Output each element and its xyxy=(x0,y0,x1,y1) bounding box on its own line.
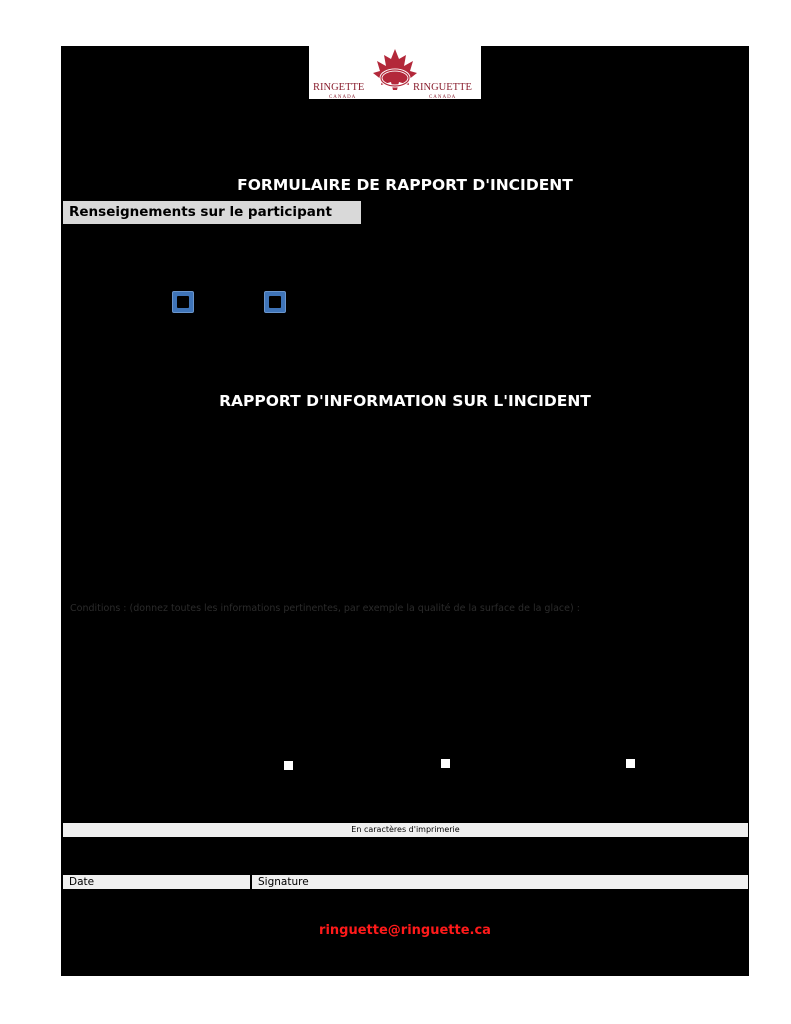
checkbox-small-2[interactable] xyxy=(441,759,450,768)
logo-right-sub: C A N A D A xyxy=(429,95,456,99)
logo-right-text: RINGUETTE xyxy=(413,82,472,93)
logo-left-text: RINGETTE xyxy=(313,82,365,93)
checkbox-small-3[interactable] xyxy=(626,759,635,768)
date-field-label: Date xyxy=(63,875,250,889)
checkbox-option-1[interactable] xyxy=(172,291,194,313)
checkbox-small-1[interactable] xyxy=(284,761,293,770)
participant-section-header: Renseignements sur le participant xyxy=(63,201,361,224)
signature-field-label: Signature xyxy=(252,875,748,889)
print-name-label: En caractères d'imprimerie xyxy=(63,823,748,837)
conditions-label: Conditions : (donnez toutes les informations pertinentes, par exemple la qualité de la surface de la glace) : xyxy=(70,603,580,614)
checkbox-option-2[interactable] xyxy=(264,291,286,313)
form-page xyxy=(61,46,749,976)
ringette-canada-logo xyxy=(309,46,481,99)
contact-email-link[interactable]: ringuette@ringuette.ca xyxy=(319,923,491,938)
form-title: FORMULAIRE DE RAPPORT D'INCIDENT xyxy=(237,176,573,194)
logo-left-sub: C A N A D A xyxy=(329,95,356,99)
incident-report-title: RAPPORT D'INFORMATION SUR L'INCIDENT xyxy=(219,392,591,410)
